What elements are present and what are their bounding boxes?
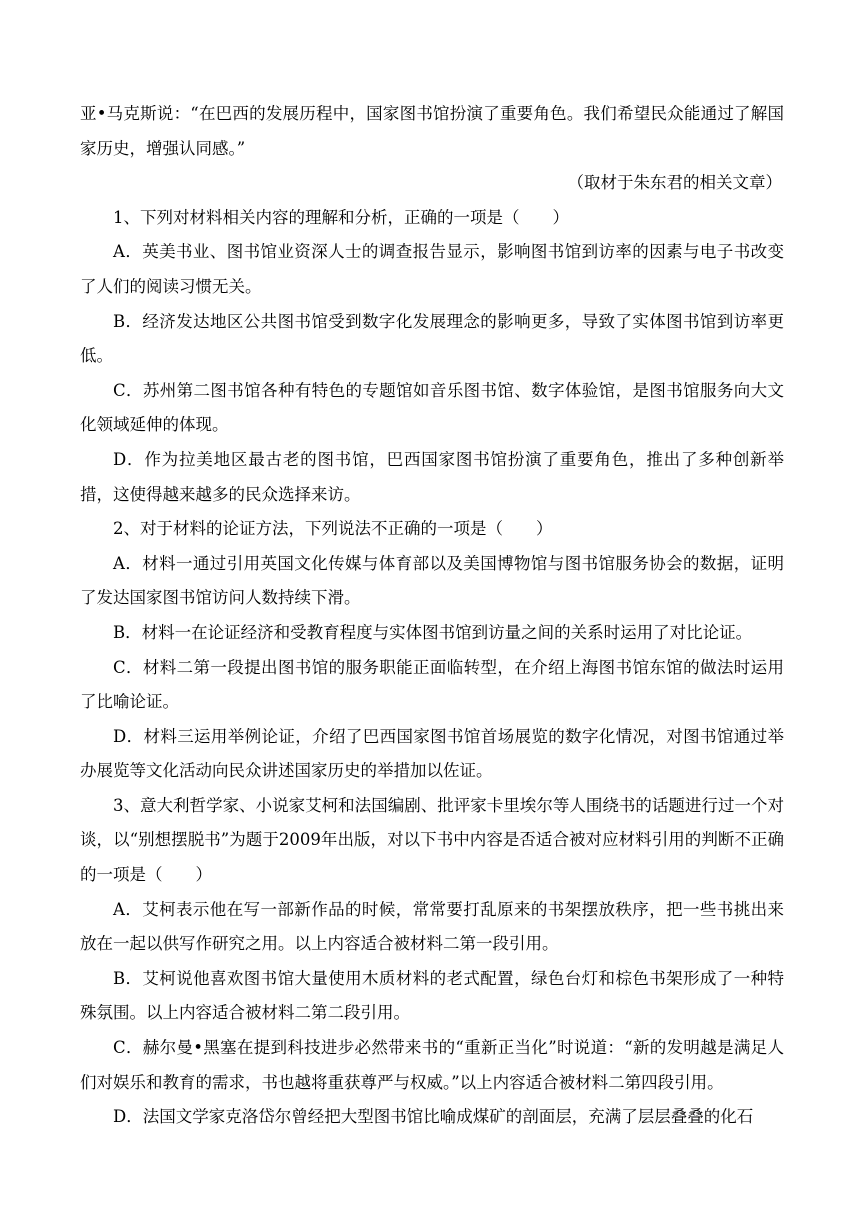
option-a: A．材料一通过引用英国文化传媒与体育部以及美国博物馆与图书馆服务协会的数据，证明了发达国家图书馆访问人数持续下滑。 bbox=[80, 553, 784, 608]
option-c: C．赫尔曼•黑塞在提到科技进步必然带来书的“重新正当化”时说道：“新的发明越是满足人们对娱乐和教育的需求，书也越将重获尊严与权威。”以上内容适合被材料二第四段引用。 bbox=[80, 1038, 784, 1092]
option-b: B．经济发达地区公共图书馆受到数字化发展理念的影响更多，导致了实体图书馆到访率更低。 bbox=[80, 311, 784, 366]
source-note: （取材于朱东君的相关文章） bbox=[567, 173, 782, 193]
option-d: D．材料三运用举例论证，介绍了巴西国家图书馆首场展览的数字化情况，对图书馆通过举办展览等文化活动向民众讲述国家历史的举措加以佐证。 bbox=[80, 726, 784, 781]
question-3 bbox=[80, 789, 784, 1135]
question-stem: 1、下列对材料相关内容的理解和分析，正确的一项是（ ） bbox=[113, 207, 569, 227]
question-2 bbox=[80, 512, 784, 789]
question-stem: 2、对于材料的论证方法，下列说法不正确的一项是（ ） bbox=[113, 519, 553, 539]
option-a: A．艾柯表示他在写一部新作品的时候，常常要打乱原来的书架摆放秩序，把一些书挑出来放在一起以供写作研究之用。以上内容适合被材料二第一段引用。 bbox=[80, 899, 784, 954]
option-a: A．英美书业、图书馆业资深人士的调查报告显示，影响图书馆到访率的因素与电子书改变了人们的阅读习惯无关。 bbox=[80, 242, 784, 296]
question-1 bbox=[80, 201, 784, 512]
option-c: C．材料二第一段提出图书馆的服务职能正面临转型，在介绍上海图书馆东馆的做法时运用了比喻论证。 bbox=[80, 657, 784, 712]
option-d: D．法国文学家克洛岱尔曾经把大型图书馆比喻成煤矿的剖面层，充满了层层叠叠的化石 bbox=[113, 1107, 754, 1127]
option-d: D．作为拉美地区最古老的图书馆，巴西国家图书馆扮演了重要角色，推出了多种创新举措，这使得越来越多的民众选择来访。 bbox=[80, 449, 784, 504]
option-b: B．材料一在论证经济和受教育程度与实体图书馆到访量之间的关系时运用了对比论证。 bbox=[113, 622, 753, 642]
option-c: C．苏州第二图书馆各种有特色的专题馆如音乐图书馆、数字体验馆，是图书馆服务向大文化领域延伸的体现。 bbox=[80, 380, 784, 435]
intro-quote: 亚•马克斯说：“在巴西的发展历程中，国家图书馆扮演了重要角色。我们希望民众能通过了解国家历史，增强认同感。” bbox=[80, 104, 784, 158]
question-stem: 3、意大利哲学家、小说家艾柯和法国编剧、批评家卡里埃尔等人围绕书的话题进行过一个对谈，以“别想摆脱书”为题于2009年出版，对以下书中内容是否适合被对应材料引用的判断不正确的一项是（ ） bbox=[80, 795, 784, 885]
option-b: B．艾柯说他喜欢图书馆大量使用木质材料的老式配置，绿色台灯和棕色书架形成了一种特殊氛围。以上内容适合被材料二第二段引用。 bbox=[80, 968, 784, 1023]
